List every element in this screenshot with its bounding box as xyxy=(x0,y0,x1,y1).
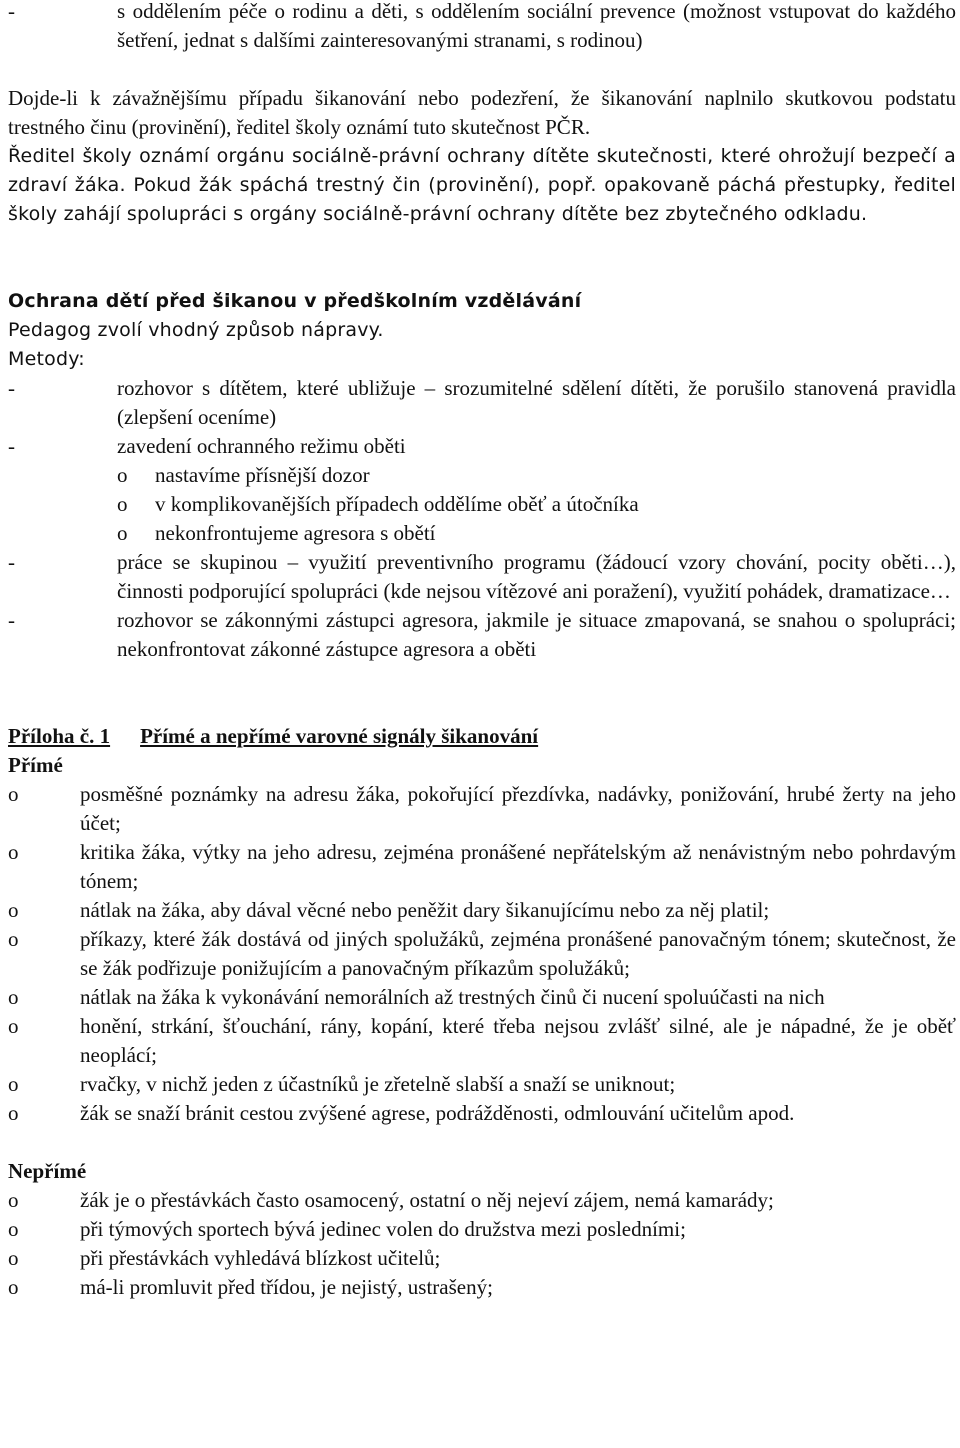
signal-text: žák se snaží bránit cestou zvýšené agrese, podrážděnosti, odmlouvání učitelům apod. xyxy=(80,1101,795,1125)
bullet-marker: o xyxy=(8,1217,19,1241)
list-marker: - xyxy=(8,608,15,632)
list-item-text: zavedení ochranného režimu oběti xyxy=(117,434,406,458)
methods-label: Metody: xyxy=(8,348,85,370)
signal-text: příkazy, které žák dostává od jiných spolužáků, zejména pronášené panovačným tónem; skutečnost, že se žák podřizuje ponižujícím a panovačným příkazům spolužáků; xyxy=(80,927,956,980)
bullet-marker: o xyxy=(8,1246,19,1270)
sub-item-text: v komplikovanějších případech oddělíme oběť a útočníka xyxy=(155,492,639,516)
signal-text: při přestávkách vyhledává blízkost učitelů; xyxy=(80,1246,441,1270)
section-intro: Pedagog zvolí vhodný způsob nápravy. xyxy=(8,319,384,341)
direct-signal-item xyxy=(8,1012,956,1070)
bullet-marker: o xyxy=(8,1101,19,1125)
direct-signals-heading: Přímé xyxy=(8,753,63,777)
section-heading: Ochrana dětí před šikanou v předškolním vzdělávání xyxy=(8,290,582,312)
bullet-marker: o xyxy=(8,1188,19,1212)
direct-signal-item xyxy=(8,983,956,1012)
method-item xyxy=(8,548,956,606)
bullet-marker: o xyxy=(8,840,19,864)
bullet-marker: o xyxy=(8,1072,19,1096)
direct-signal-item xyxy=(8,896,956,925)
list-marker: - xyxy=(8,0,15,23)
appendix-heading xyxy=(8,722,956,751)
signal-text: žák je o přestávkách často osamocený, ostatní o něj nejeví zájem, nemá kamarády; xyxy=(80,1188,774,1212)
sub-marker: o xyxy=(117,463,128,487)
method-item xyxy=(8,432,956,461)
bullet-marker: o xyxy=(8,1014,19,1038)
direct-signal-item xyxy=(8,1070,956,1099)
sub-item-text: nastavíme přísnější dozor xyxy=(155,463,370,487)
list-marker: - xyxy=(8,550,15,574)
appendix-title: Přímé a nepřímé varovné signály šikanování xyxy=(140,724,539,748)
signal-text: při týmových sportech bývá jedinec volen do družstva mezi posledními; xyxy=(80,1217,686,1241)
paragraph-pcr-report: Dojde-li k závažnějšímu případu šikanování nebo podezření, že šikanování naplnilo skutkovou podstatu trestného činu (provinění), ředitel školy oznámí tuto skutečnost PČR. xyxy=(8,86,956,139)
signal-text: kritika žáka, výtky na jeho adresu, zejména pronášené nepřátelským až nenávistným nebo pohrdavým tónem; xyxy=(80,840,956,893)
method-item xyxy=(8,606,956,664)
appendix-label: Příloha č. 1 xyxy=(8,724,111,748)
bullet-marker: o xyxy=(8,898,19,922)
signal-text: má-li promluvit před třídou, je nejistý, ustrašený; xyxy=(80,1275,493,1299)
indirect-signal-item xyxy=(8,1273,956,1302)
list-item-text: rozhovor se zákonnými zástupci agresora, jakmile je situace zmapovaná, se snahou o spolupráci; nekonfrontovat zákonné zástupce agresora a oběti xyxy=(117,608,956,661)
indirect-signals-heading: Nepřímé xyxy=(8,1159,87,1183)
method-subitem xyxy=(8,519,956,548)
bullet-marker: o xyxy=(8,1275,19,1299)
list-marker: - xyxy=(8,434,15,458)
sub-marker: o xyxy=(117,521,128,545)
signal-text: posměšné poznámky na adresu žáka, pokořující přezdívka, nadávky, ponižování, hrubé žerty na jeho účet; xyxy=(80,782,956,835)
list-item-text: s oddělením péče o rodinu a děti, s oddělením sociální prevence (možnost vstupovat do každého šetření, jednat s dalšími zainteresovanými stranami, s rodinou) xyxy=(117,0,956,52)
bullet-marker: o xyxy=(8,927,19,951)
indirect-signal-item xyxy=(8,1244,956,1273)
method-item xyxy=(8,374,956,432)
top-list-item xyxy=(8,0,956,55)
list-item-text: práce se skupinou – využití preventivního programu (žádoucí vzory chování, pocity oběti…), činnosti podporující spolupráci (kde nejsou vítězové ani poražení), využití pohádek, dramatizace… xyxy=(117,550,956,603)
list-item-text: rozhovor s dítětem, které ubližuje – srozumitelné sdělení dítěti, že porušilo stanovená pravidla (zlepšení oceníme) xyxy=(117,376,956,429)
sub-item-text: nekonfrontujeme agresora s obětí xyxy=(155,521,436,545)
list-marker: - xyxy=(8,376,15,400)
direct-signal-item xyxy=(8,925,956,983)
indirect-signal-item xyxy=(8,1186,956,1215)
method-subitem xyxy=(8,461,956,490)
document-page xyxy=(8,0,956,1302)
signal-text: nátlak na žáka, aby dával věcné nebo peněžit dary šikanujícímu nebo za něj platil; xyxy=(80,898,770,922)
sub-marker: o xyxy=(117,492,128,516)
bullet-marker: o xyxy=(8,985,19,1009)
signal-text: nátlak na žáka k vykonávání nemorálních až trestných činů či nucení spoluúčasti na nich xyxy=(80,985,825,1009)
direct-signal-item xyxy=(8,1099,956,1128)
signal-text: honění, strkání, šťouchání, rány, kopání, které třeba nejsou zvlášť silné, ale je nápadné, že je oběť neoplácí; xyxy=(80,1014,956,1067)
signal-text: rvačky, v nichž jeden z účastníků je zřetelně slabší a snaží se uniknout; xyxy=(80,1072,676,1096)
method-subitem xyxy=(8,490,956,519)
bullet-marker: o xyxy=(8,782,19,806)
direct-signal-item xyxy=(8,838,956,896)
paragraph-ospod-report: Ředitel školy oznámí orgánu sociálně-právní ochrany dítěte skutečnosti, které ohrožují bezpečí a zdraví žáka. Pokud žák spáchá trestný čin (provinění), popř. opakovaně páchá přestupky, ředitel školy zahájí spolupráci s orgány sociálně-právní ochrany dítěte bez zbytečného odkladu. xyxy=(8,145,956,225)
indirect-signal-item xyxy=(8,1215,956,1244)
direct-signal-item xyxy=(8,780,956,838)
